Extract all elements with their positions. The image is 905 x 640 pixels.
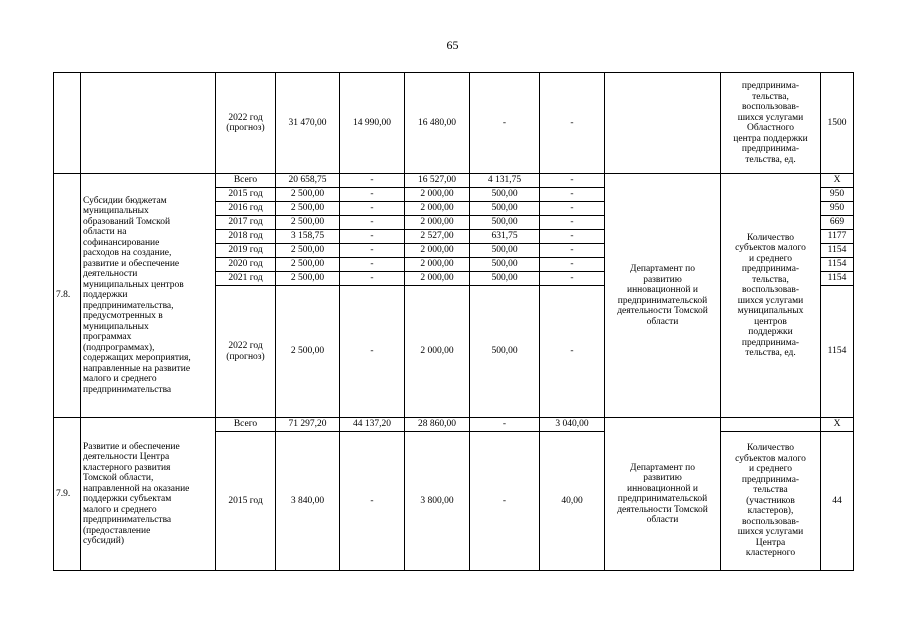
indicator-cell-line: воспользовав-: [741, 102, 800, 112]
indicator-value-cell: 950: [821, 188, 854, 202]
funding-cell: -: [540, 286, 605, 418]
indicator-cell-line: предпринима-: [741, 474, 800, 485]
item-name-cell-line: малого и среднего: [83, 504, 157, 515]
funding-cell: 2 000,00: [405, 286, 470, 418]
executor-cell-line: предпринимательской: [617, 295, 708, 306]
executor-cell: [605, 73, 721, 174]
funding-cell: -: [540, 230, 605, 244]
total-cell: 2 500,00: [276, 272, 340, 286]
indicator-cell-line: предпринима-: [741, 264, 800, 274]
year-cell-line: Всего: [233, 419, 258, 430]
indicator-cell-line: (участников: [746, 495, 795, 506]
funding-cell: -: [540, 188, 605, 202]
funding-cell: 28 860,00: [405, 418, 470, 432]
item-name-cell-line: предпринимательства,: [83, 300, 174, 311]
year-cell-line: 2020 год: [228, 259, 263, 270]
year-cell-line: Всего: [233, 175, 258, 186]
indicator-value-cell: 1177: [821, 230, 854, 244]
funding-cell: -: [340, 258, 405, 272]
indicator-value-cell: 1154: [821, 244, 854, 258]
funding-cell: 14 990,00: [340, 73, 405, 174]
funding-cell: 3 040,00: [540, 418, 605, 432]
year-cell: [216, 174, 276, 188]
year-cell-line: 2022 год: [228, 341, 263, 351]
total-cell: 2 500,00: [276, 258, 340, 272]
funding-cell: 500,00: [470, 258, 540, 272]
item-name-cell-line: малого и среднего: [83, 374, 157, 385]
year-cell: [216, 258, 276, 272]
indicator-cell-line: Областного: [746, 123, 795, 133]
funding-cell: -: [470, 73, 540, 174]
indicator-value-cell: 1154: [821, 286, 854, 418]
item-name-cell-line: Томской области,: [83, 473, 154, 483]
indicator-cell-line: и среднего: [748, 253, 793, 264]
total-cell: 31 470,00: [276, 73, 340, 174]
funding-cell: -: [540, 244, 605, 258]
total-cell: 2 500,00: [276, 188, 340, 202]
year-cell: [216, 418, 276, 432]
executor-cell-line: развитию: [643, 274, 682, 285]
item-name-cell-line: деятельности Центра: [83, 452, 170, 462]
funding-cell: 2 000,00: [405, 258, 470, 272]
year-cell: [216, 272, 276, 286]
item-name-cell-line: (подпрограммах),: [83, 342, 155, 353]
executor-cell: [605, 418, 721, 571]
indicator-cell-line: поддержки: [748, 327, 793, 337]
funding-cell: -: [470, 418, 540, 432]
program-table: [53, 72, 854, 571]
funding-cell: 16 527,00: [405, 174, 470, 188]
funding-cell: -: [540, 216, 605, 230]
indicator-cell: [721, 418, 821, 432]
indicator-value-cell: 669: [821, 216, 854, 230]
indicator-cell-line: тельства, ед.: [745, 348, 796, 358]
page-number: 65: [446, 38, 459, 52]
item-name-cell-line: Субсидии бюджетам: [83, 195, 167, 206]
funding-cell: -: [540, 272, 605, 286]
funding-cell: 40,00: [540, 432, 605, 571]
total-cell: 2 500,00: [276, 244, 340, 258]
item-name-cell-line: поддержки: [83, 290, 128, 301]
year-cell-line: 2017 год: [228, 217, 263, 228]
indicator-cell-line: предпринима-: [741, 81, 800, 91]
indicator-cell-line: Количество: [746, 232, 795, 243]
table-row: [54, 418, 854, 432]
funding-cell: -: [340, 286, 405, 418]
indicator-cell-line: Количество: [746, 443, 795, 454]
item-name-cell-line: деятельности: [83, 269, 138, 280]
funding-cell: 2 000,00: [405, 188, 470, 202]
year-cell-line: 2019 год: [228, 245, 263, 256]
year-cell-line: (прогноз): [226, 351, 265, 362]
funding-cell: -: [340, 244, 405, 258]
funding-cell: 500,00: [470, 202, 540, 216]
year-cell-line: 2015 год: [228, 189, 263, 200]
indicator-cell-line: тельства,: [752, 91, 789, 102]
total-cell: 2 500,00: [276, 202, 340, 216]
funding-cell: -: [340, 202, 405, 216]
item-name-cell-line: расходов на создание,: [83, 248, 172, 259]
item-name-cell-line: софинансирование: [83, 237, 160, 248]
funding-cell: -: [340, 174, 405, 188]
indicator-cell-line: воспользовав-: [741, 516, 800, 527]
funding-cell: -: [340, 188, 405, 202]
year-cell-line: 2015 год: [228, 495, 263, 506]
year-cell: [216, 73, 276, 174]
indicator-cell-line: тельства: [753, 485, 788, 496]
indicator-cell-line: шихся услугами: [737, 295, 804, 306]
total-cell: 3 158,75: [276, 230, 340, 244]
executor-cell-line: инновационной и: [627, 285, 698, 295]
executor-cell-line: Департамент по: [630, 264, 695, 274]
funding-cell: -: [540, 202, 605, 216]
funding-cell: 2 000,00: [405, 216, 470, 230]
item-name-cell-line: (предоставление: [83, 525, 151, 536]
funding-cell: 631,75: [470, 230, 540, 244]
item-name-cell-line: образований Томской: [83, 216, 171, 227]
item-name-cell-line: предусмотренных в: [83, 311, 163, 322]
funding-cell: 2 000,00: [405, 272, 470, 286]
funding-cell: 16 480,00: [405, 73, 470, 174]
item-name-cell-line: области на: [83, 227, 127, 238]
indicator-cell: [721, 432, 821, 571]
total-cell: 71 297,20: [276, 418, 340, 432]
executor-cell-line: деятельности Томской: [617, 306, 708, 316]
indicator-cell: [721, 73, 821, 174]
indicator-cell-line: шихся услугами: [737, 112, 804, 123]
year-cell-line: 2016 год: [228, 203, 263, 214]
funding-cell: 500,00: [470, 216, 540, 230]
year-cell: [216, 188, 276, 202]
item-name-cell-line: муниципальных центров: [83, 279, 184, 290]
total-cell: 20 658,75: [276, 174, 340, 188]
funding-cell: -: [340, 432, 405, 571]
funding-cell: -: [340, 272, 405, 286]
item-name-cell-line: субсидий): [83, 536, 125, 546]
funding-cell: -: [540, 258, 605, 272]
indicator-cell-line: тельства,: [752, 274, 789, 285]
executor-cell-line: предпринимательской: [617, 494, 708, 504]
item-name-cell-line: Развитие и обеспечение: [83, 441, 180, 452]
indicator-cell-line: воспользовав-: [741, 285, 800, 295]
indicator-cell-line: шихся услугами: [737, 527, 804, 538]
item-name-cell-line: развитие и обеспечение: [83, 258, 180, 269]
item-number-cell: [54, 73, 81, 174]
indicator-cell: [721, 174, 821, 418]
item-name-cell-line: муниципальных: [83, 206, 149, 217]
indicator-cell-line: центра поддержки: [733, 133, 808, 144]
table-row: [54, 174, 854, 188]
table-body: [54, 73, 854, 571]
indicator-cell-line: кластерного: [745, 548, 796, 559]
item-name-cell-line: предпринимательства: [83, 515, 172, 525]
executor-cell-line: инновационной и: [627, 483, 698, 494]
funding-cell: 500,00: [470, 188, 540, 202]
executor-cell-line: Департамент по: [630, 462, 695, 473]
funding-cell: -: [340, 230, 405, 244]
total-cell: 3 840,00: [276, 432, 340, 571]
funding-cell: 500,00: [470, 244, 540, 258]
item-name-cell-line: программах: [83, 332, 132, 343]
indicator-cell-line: предпринима-: [741, 337, 800, 348]
funding-cell: 500,00: [470, 272, 540, 286]
year-cell-line: 2021 год: [228, 273, 263, 284]
indicator-value-cell: X: [821, 174, 854, 188]
year-cell-line: 2018 год: [228, 231, 263, 242]
executor-cell-line: области: [646, 316, 679, 327]
indicator-cell-line: кластеров),: [747, 506, 794, 517]
funding-cell: -: [540, 73, 605, 174]
indicator-cell-line: субъектов малого: [735, 453, 806, 464]
item-name-cell-line: предпринимательства: [83, 384, 172, 395]
year-cell-line: (прогноз): [226, 123, 265, 133]
funding-cell: 4 131,75: [470, 174, 540, 188]
year-cell-line: 2022 год: [228, 112, 263, 123]
table-row: [54, 73, 854, 174]
item-name-cell-line: направленной на оказание: [83, 483, 190, 494]
executor-cell-line: области: [646, 515, 679, 525]
indicator-cell-line: предпринима-: [741, 144, 800, 154]
item-name-cell: [81, 174, 216, 418]
executor-cell-line: развитию: [643, 473, 682, 483]
indicator-cell-line: субъектов малого: [735, 243, 806, 253]
indicator-cell-line: муниципальных: [737, 306, 804, 316]
funding-cell: -: [470, 432, 540, 571]
year-cell: [216, 286, 276, 418]
item-name-cell-line: муниципальных: [83, 321, 149, 332]
item-number-cell: 7.9.: [54, 418, 81, 571]
item-number-cell: 7.8.: [54, 174, 81, 418]
item-name-cell-line: направленные на развитие: [83, 363, 191, 374]
funding-cell: 2 527,00: [405, 230, 470, 244]
item-name-cell: [81, 73, 216, 174]
item-name-cell-line: кластерного развития: [83, 462, 171, 473]
indicator-value-cell: 1154: [821, 272, 854, 286]
indicator-value-cell: 1500: [821, 73, 854, 174]
indicator-cell-line: центров: [754, 316, 787, 327]
year-cell: [216, 216, 276, 230]
indicator-value-cell: 950: [821, 202, 854, 216]
funding-cell: 500,00: [470, 286, 540, 418]
indicator-value-cell: 44: [821, 432, 854, 571]
indicator-value-cell: X: [821, 418, 854, 432]
year-cell: [216, 244, 276, 258]
year-cell: [216, 230, 276, 244]
item-name-cell: [81, 418, 216, 571]
indicator-cell-line: Центра: [755, 537, 786, 548]
year-cell: [216, 202, 276, 216]
indicator-cell-line: и среднего: [748, 464, 793, 475]
funding-cell: 2 000,00: [405, 202, 470, 216]
indicator-cell-line: тельства, ед.: [745, 154, 796, 165]
item-name-cell-line: содержащих мероприятия,: [83, 353, 191, 364]
funding-cell: -: [540, 174, 605, 188]
total-cell: 2 500,00: [276, 286, 340, 418]
funding-cell: 3 800,00: [405, 432, 470, 571]
executor-cell-line: деятельности Томской: [617, 504, 708, 515]
indicator-value-cell: 1154: [821, 258, 854, 272]
funding-cell: 44 137,20: [340, 418, 405, 432]
executor-cell: [605, 174, 721, 418]
funding-cell: -: [340, 216, 405, 230]
year-cell: [216, 432, 276, 571]
funding-cell: 2 000,00: [405, 244, 470, 258]
item-name-cell-line: поддержки субъектам: [83, 494, 172, 504]
total-cell: 2 500,00: [276, 216, 340, 230]
